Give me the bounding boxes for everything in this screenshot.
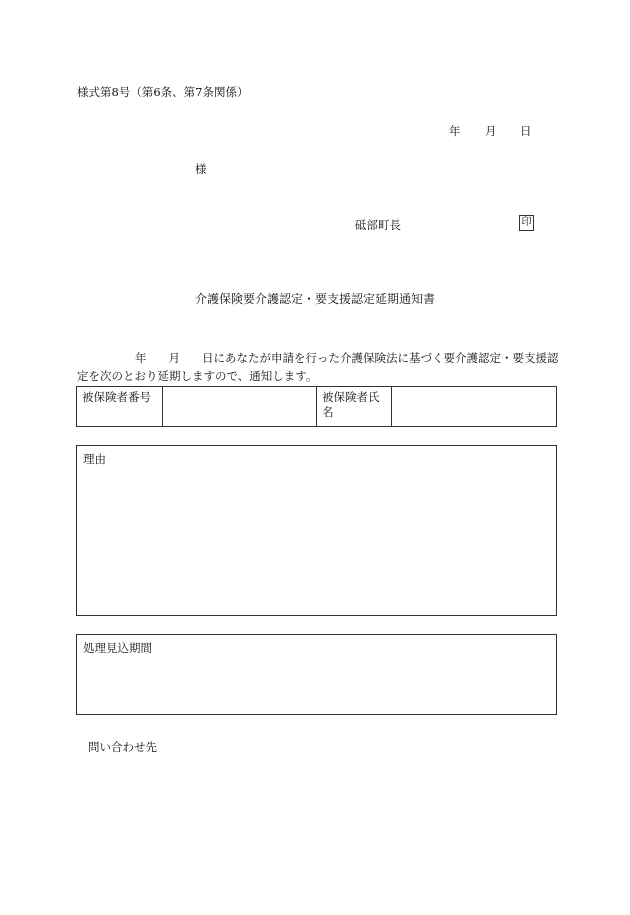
body-year: 年 — [135, 351, 147, 365]
date-year: 年 — [449, 124, 461, 138]
document-title: 介護保険要介護認定・要支援認定延期通知書 — [194, 292, 435, 306]
contact-label: 問い合わせ先 — [88, 740, 157, 754]
body-rest: 日にあなたが申請を行った介護保険法に基づく要介護認定・要支援認定を次のとおり延期しますので、通知します。 — [77, 351, 559, 383]
reason-label: 理由 — [83, 452, 106, 466]
date-day: 日 — [520, 124, 532, 138]
insured-number-label: 被保険者番号 — [77, 387, 163, 427]
addressee-suffix: 様 — [195, 162, 207, 176]
reason-box — [76, 445, 557, 616]
insured-name-value — [392, 387, 557, 427]
seal-mark: 印 — [519, 215, 534, 231]
date-month: 月 — [485, 124, 497, 138]
insured-info-table — [76, 386, 557, 427]
insured-number-value — [163, 387, 317, 427]
processing-period-label: 処理見込期間 — [83, 641, 152, 655]
form-number: 様式第8号（第6条、第7条関係） — [77, 85, 249, 99]
processing-period-box — [76, 634, 557, 715]
insured-name-label: 被保険者氏名 — [317, 387, 392, 427]
body-month: 月 — [168, 351, 180, 365]
notice-body — [77, 349, 561, 385]
issuer-name: 砥部町長 — [355, 218, 401, 232]
